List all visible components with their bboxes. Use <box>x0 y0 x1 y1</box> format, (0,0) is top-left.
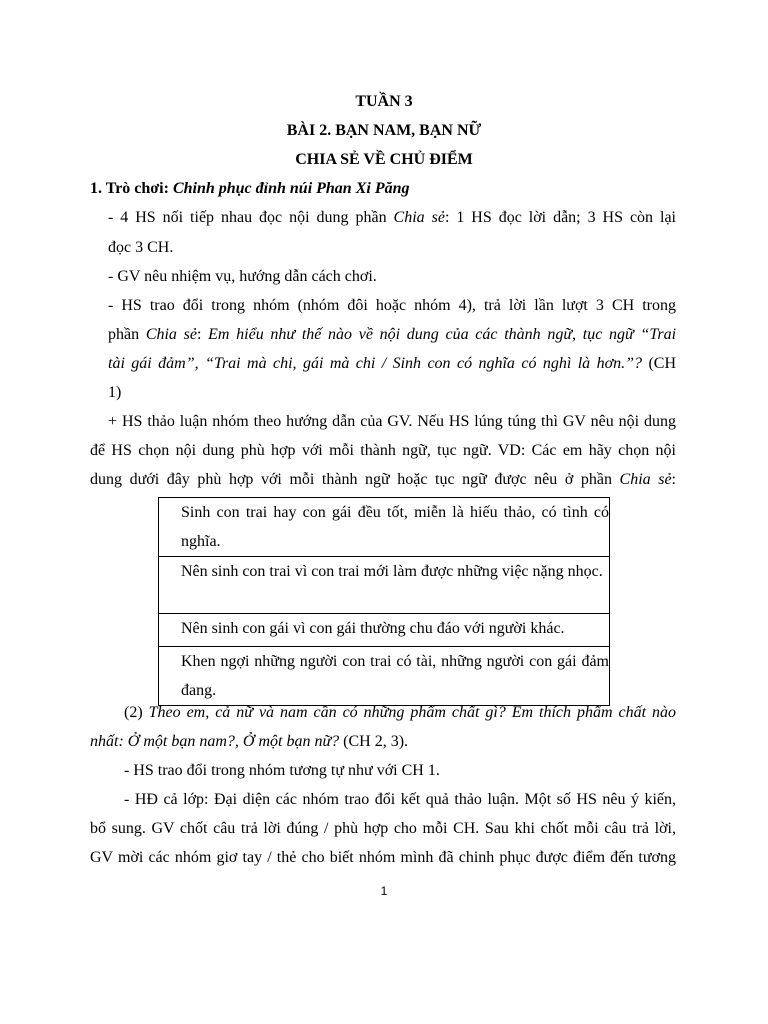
closing-line-1: - HS trao đổi trong nhóm tương tự như với CH 1. <box>124 762 440 779</box>
page-number: 1 <box>380 884 388 898</box>
plus-line-2: để HS chọn nội dung phù hợp với mỗi thành ngữ, tục ngữ. VD: Các em hãy chọn nội <box>90 442 676 459</box>
bullet-2: - GV nêu nhiệm vụ, hướng dẫn cách chơi. <box>108 268 377 285</box>
bullet-1-text-c: : 1 HS đọc lời dẫn; 3 HS còn lại <box>444 209 676 226</box>
section-title: CHIA SẺ VỀ CHỦ ĐIỂM <box>295 151 473 168</box>
table-row <box>159 647 610 706</box>
bullet-3-line-1: - HS trao đổi trong nhóm (nhóm đôi hoặc nhóm 4), trả lời lần lượt 3 CH trong <box>108 297 676 314</box>
question-2-line-2 <box>90 733 408 751</box>
question-2-text-b: Theo em, cả nữ và nam cần có những phẩm chất gì? Em thích phẩm chất nào <box>148 704 677 721</box>
options-table <box>158 497 610 706</box>
plus-line-3 <box>90 471 676 489</box>
plus-line-3-text-c: : <box>671 471 676 488</box>
activity-heading <box>90 180 410 198</box>
question-2-text-d: (CH 2, 3). <box>339 733 409 750</box>
bullet-3-text-c: : <box>196 326 209 343</box>
table-row <box>159 557 610 614</box>
lesson-title: BÀI 2. BẠN NAM, BẠN NỮ <box>286 122 482 139</box>
plus-line-3-text-a: dung dưới đây phù hợp với mỗi thành ngữ hoặc tục ngữ được nêu ở phần <box>90 471 620 488</box>
option-cell: Sinh con trai hay con gái đều tốt, miễn là hiếu thảo, có tình có nghĩa. <box>159 498 610 557</box>
bullet-1-text-a: - 4 HS nối tiếp nhau đọc nội dung phần <box>108 209 394 226</box>
plus-line-3-text-b: Chia sẻ <box>619 471 672 488</box>
question-2-text-a: (2) <box>124 704 149 721</box>
closing-line-4: GV mời các nhóm giơ tay / thẻ cho biết nhóm mình đã chinh phục được điểm đến tương <box>90 849 676 866</box>
table-row <box>159 498 610 557</box>
bullet-3-line-2 <box>108 326 676 344</box>
bullet-3-line-3 <box>108 355 676 373</box>
bullet-3-text-e: tài gái đảm”, “Trai mà chi, gái mà chi / Sinh con có nghĩa có nghì là hơn.”? <box>108 355 643 372</box>
closing-line-2: - HĐ cả lớp: Đại diện các nhóm trao đổi kết quả thảo luận. Một số HS nêu ý kiến, <box>124 791 676 808</box>
bullet-3-line-4: 1) <box>108 384 122 401</box>
bullet-3-text-d: Em hiểu như thế nào về nội dung của các thành ngữ, tục ngữ “Trai <box>208 326 677 343</box>
question-2-line-1 <box>124 704 676 722</box>
table-row <box>159 614 610 647</box>
closing-line-3: bổ sung. GV chốt câu trả lời đúng / phù hợp cho mỗi CH. Sau khi chốt mỗi câu trả lời, <box>90 820 676 837</box>
activity-heading-name: Chinh phục đỉnh núi Phan Xi Păng <box>172 180 410 197</box>
option-cell: Khen ngợi những người con trai có tài, những người con gái đảm đang. <box>159 647 610 706</box>
option-cell: Nên sinh con gái vì con gái thường chu đáo với người khác. <box>159 614 610 647</box>
question-2-text-c: nhất: Ở một bạn nam?, Ở một bạn nữ? <box>90 733 340 750</box>
plus-line-1: + HS thảo luận nhóm theo hướng dẫn của GV. Nếu HS lúng túng thì GV nêu nội dung <box>108 413 676 430</box>
bullet-3-text-f: (CH <box>642 355 676 372</box>
activity-heading-label: 1. Trò chơi: <box>90 180 173 197</box>
bullet-3-text-b: Chia sẻ <box>145 326 197 343</box>
bullet-1-text-b: Chia sẻ <box>393 209 445 226</box>
bullet-1-line-1 <box>108 209 676 227</box>
bullet-3-text-a: phần <box>108 326 146 343</box>
week-title: TUẦN 3 <box>355 93 413 110</box>
option-cell: Nên sinh con trai vì con trai mới làm được những việc nặng nhọc. <box>159 557 610 614</box>
bullet-1-line-2: đọc 3 CH. <box>108 239 174 256</box>
